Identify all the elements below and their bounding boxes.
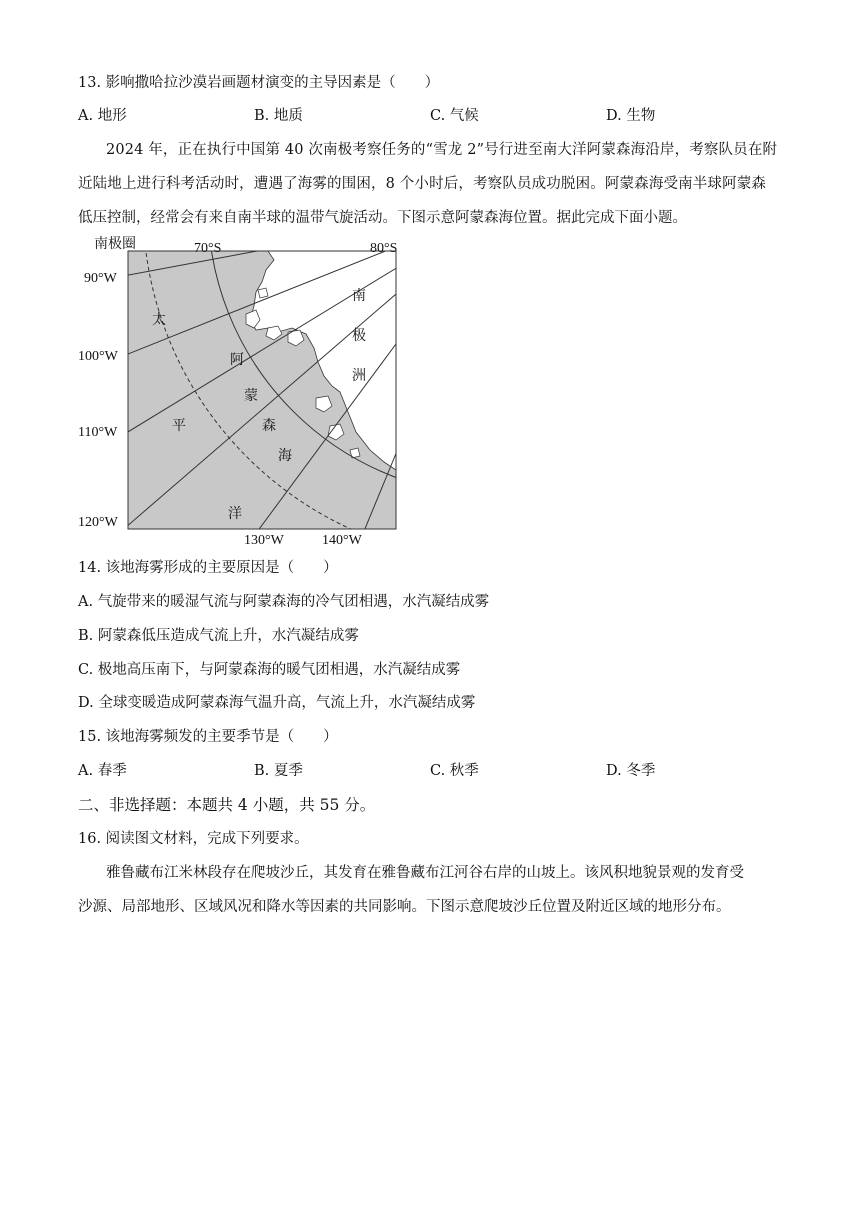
question-14-option-c: C. 极地高压南下，与阿蒙森海的暖气团相遇，水汽凝结成雾 xyxy=(78,662,461,678)
question-14-option-d: D. 全球变暖造成阿蒙森海气温升高，气流上升，水汽凝结成雾 xyxy=(78,695,476,711)
question-16-line-2: 沙源、局部地形、区域风况和降水等因素的共同影响。下图示意爬坡沙丘位置及附近区域的地形分布。 xyxy=(78,899,731,915)
question-13-option-d: D. 生物 xyxy=(606,108,656,124)
lat-70s-label: 70°S xyxy=(194,241,222,256)
question-14-stem: 14. 该地海雾形成的主要原因是（ ） xyxy=(78,560,338,576)
island xyxy=(258,288,268,298)
question-13-option-b: B. 地质 xyxy=(254,108,303,124)
lon-110w-label: 110°W xyxy=(78,425,118,440)
antarctic-circle-label: 南极圈 xyxy=(94,237,136,252)
lon-120w-label: 120°W xyxy=(78,515,118,530)
question-16-line-1: 雅鲁藏布江米林段存在爬坡沙丘，其发育在雅鲁藏布江河谷右岸的山坡上。该风积地貌景观的发育受 xyxy=(106,865,744,881)
question-15-option-c: C. 秋季 xyxy=(430,763,479,779)
question-15-option-b: B. 夏季 xyxy=(254,763,303,779)
question-13-option-a: A. 地形 xyxy=(78,108,127,124)
question-14-option-b: B. 阿蒙森低压造成气流上升，水汽凝结成雾 xyxy=(78,628,359,644)
amundsen-sea-map xyxy=(78,236,418,548)
question-16-stem: 16. 阅读图文材料，完成下列要求。 xyxy=(78,831,309,847)
sea-char-4: 海 xyxy=(278,448,292,464)
question-14-option-a: A. 气旋带来的暖湿气流与阿蒙森海的冷气团相遇，水汽凝结成雾 xyxy=(78,594,490,610)
lon-100w-label: 100°W xyxy=(78,349,118,364)
passage-line-3: 低压控制，经常会有来自南半球的温带气旋活动。下图示意阿蒙森海位置。据此完成下面小题。 xyxy=(78,210,687,226)
ocean-char-1: 太 xyxy=(152,312,166,328)
continent-char-3: 洲 xyxy=(352,368,366,384)
continent-char-2: 极 xyxy=(352,328,366,344)
lon-90w-label: 90°W xyxy=(84,271,117,286)
passage-line-2: 近陆地上进行科考活动时，遭遇了海雾的围困，8 个小时后，考察队员成功脱困。阿蒙森海受南半球阿蒙森 xyxy=(78,176,767,192)
sea-char-1: 阿 xyxy=(230,352,244,368)
question-15-option-d: D. 冬季 xyxy=(606,763,656,779)
sea-char-3: 森 xyxy=(262,418,276,434)
question-15-stem: 15. 该地海雾频发的主要季节是（ ） xyxy=(78,729,338,745)
lat-80s-label: 80°S xyxy=(370,241,398,256)
ocean-char-2: 平 xyxy=(172,418,186,434)
passage-line-1: 2024 年，正在执行中国第 40 次南极考察任务的“雪龙 2”号行进至南大洋阿蒙森海沿岸，考察队员在附 xyxy=(106,142,778,158)
section-2-title: 二、非选择题：本题共 4 小题，共 55 分。 xyxy=(78,796,376,814)
question-13-stem: 13. 影响撒哈拉沙漠岩画题材演变的主导因素是（ ） xyxy=(78,75,440,91)
question-13-option-c: C. 气候 xyxy=(430,108,479,124)
lon-140w-label: 140°W xyxy=(322,533,362,548)
lon-130w-label: 130°W xyxy=(244,533,284,548)
ocean-char-3: 洋 xyxy=(228,506,242,522)
sea-char-2: 蒙 xyxy=(244,388,258,404)
question-15-option-a: A. 春季 xyxy=(78,763,127,779)
continent-char-1: 南 xyxy=(352,288,366,304)
